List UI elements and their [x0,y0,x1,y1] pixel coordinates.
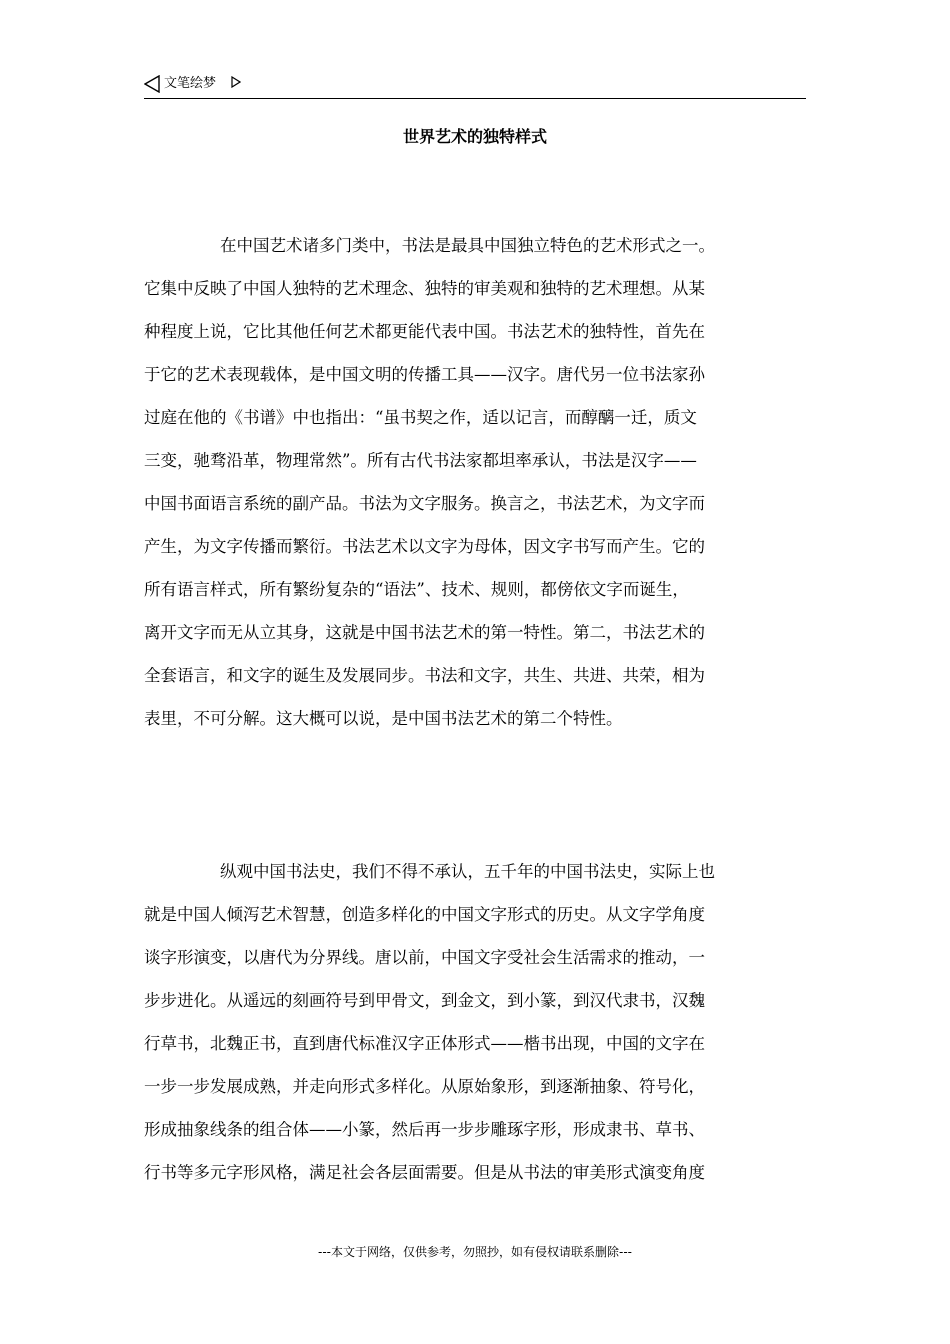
text-line: 谈字形演变，以唐代为分界线。唐以前，中国文字受社会生活需求的推动，一 [144,948,705,967]
text-line: 所有语言样式，所有繁纷复杂的“语法”、技术、规则，都傍依文字而诞生， [144,580,689,599]
paragraph-1 [144,224,800,740]
text-line: 形成抽象线条的组合体——小篆，然后再一步步雕琢字形，形成隶书、草书、 [144,1120,705,1139]
text-line: 一步一步发展成熟，并走向形式多样化。从原始象形，到逐渐抽象、符号化， [144,1077,705,1096]
text-line: 全套语言，和文字的诞生及发展同步。书法和文字，共生、共进、共荣，相为 [144,666,705,685]
text-line: 离开文字而无从立其身，这就是中国书法艺术的第一特性。第二，书法艺术的 [144,623,705,642]
text-line: 它集中反映了中国人独特的艺术理念、独特的审美观和独特的艺术理想。从某 [144,279,705,298]
text-line: 就是中国人倾泻艺术智慧，创造多样化的中国文字形式的历史。从文字学角度 [144,905,705,924]
text-line: 表里，不可分解。这大概可以说，是中国书法艺术的第二个特性。 [144,709,623,728]
text-line: 行书等多元字形风格，满足社会各层面需要。但是从书法的审美形式演变角度 [144,1163,705,1182]
right-triangle-icon [231,76,241,88]
text-line: 在中国艺术诸多门类中，书法是最具中国独立特色的艺术形式之一。 [220,236,715,255]
text-line: 步步进化。从遥远的刻画符号到甲骨文，到金文，到小篆，到汉代隶书，汉魏 [144,991,705,1010]
text-line: 过庭在他的《书谱》中也指出：“虽书契之作，适以记言，而醇醨一迁，质文 [144,408,697,427]
paragraph-2 [144,850,800,1194]
text-line: 于它的艺术表现载体，是中国文明的传播工具——汉字。唐代另一位书法家孙 [144,365,705,384]
text-line: 中国书面语言系统的副产品。书法为文字服务。换言之，书法艺术，为文字而 [144,494,705,513]
document-title: 世界艺术的独特样式 [402,127,547,146]
header-brand: 文笔绘梦 [164,76,217,91]
left-triangle-icon [144,75,160,93]
text-line: 产生，为文字传播而繁衍。书法艺术以文字为母体，因文字书写而产生。它的 [144,537,705,556]
page-footer: ---本文于网络，仅供参考，勿照抄，如有侵权请联系删除--- [318,1245,632,1259]
page-header [144,74,806,99]
text-line: 纵观中国书法史，我们不得不承认，五千年的中国书法史，实际上也 [220,862,715,881]
text-line: 三变，驰骛沿革，物理常然”。所有古代书法家都坦率承认，书法是汉字—— [144,451,697,470]
text-line: 种程度上说，它比其他任何艺术都更能代表中国。书法艺术的独特性，首先在 [144,322,705,341]
text-line: 行草书，北魏正书，直到唐代标准汉字正体形式——楷书出现，中国的文字在 [144,1034,705,1053]
